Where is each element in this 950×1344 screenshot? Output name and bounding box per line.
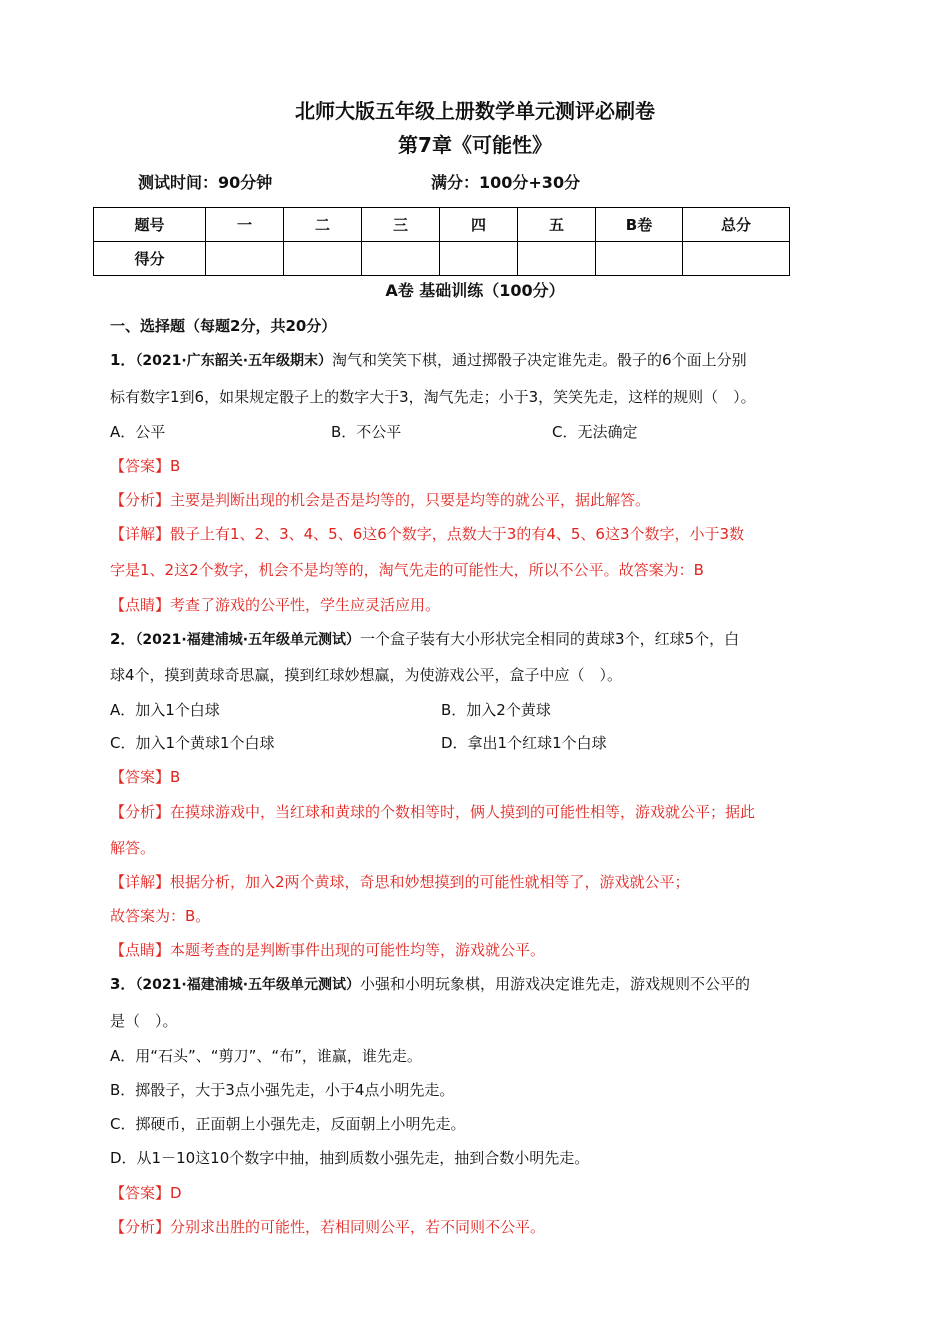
question-3-line-2: 是（ ）。 [110,1012,178,1030]
q1-detail-line-2: 字是1、2这2个数字，机会不是均等的，淘气先走的可能性大，所以不公平。故答案为：B [110,561,704,579]
question-source: （2021·福建浦城·五年级单元测试） [135,632,361,648]
page-title: 北师大版五年级上册数学单元测评必刷卷 [295,99,655,123]
question-source: （2021·广东韶关·五年级期末） [135,353,333,369]
q1-comment: 【点睛】考查了游戏的公平性，学生应灵活应用。 [110,596,441,614]
score-cell[interactable] [596,242,683,276]
question-1-line-1 [110,350,747,371]
q2-detail-line-2: 故答案为：B。 [110,907,211,925]
q1-detail-line-1: 【详解】骰子上有1、2、3、4、5、6这6个数字，点数大于3的有4、5、6这3个数字，小于3数 [110,525,745,543]
q2-detail-line-1: 【详解】根据分析，加入2两个黄球，奇思和妙想摸到的可能性就相等了，游戏就公平； [110,873,690,891]
question-source: （2021·福建浦城·五年级单元测试） [135,977,361,993]
score-table-score-row [94,242,790,276]
q2-analysis-line-1: 【分析】在摸球游戏中，当红球和黄球的个数相等时，俩人摸到的可能性相等，游戏就公平；据此 [110,803,756,821]
question-number: 2． [110,630,136,648]
score-cell[interactable] [683,242,790,276]
score-row-label: 得分 [94,242,206,276]
q1-analysis: 【分析】主要是判断出现的机会是否是均等的，只要是均等的就公平，据此解答。 [110,491,651,509]
section-a-heading: A卷 基础训练（100分） [385,281,565,300]
question-1-line-2: 标有数字1到6，如果规定骰子上的数字大于3，淘气先走；小于3，笑笑先走，这样的规则（ ）。 [110,388,756,406]
q3-option-d: D．从1－10这10个数字中抽，抽到质数小强先走，抽到合数小明先走。 [110,1149,590,1167]
q2-option-a: A．加入1个白球 [110,701,220,719]
score-table-header: 题号 [94,208,206,242]
q2-option-b: B．加入2个黄球 [441,701,551,719]
question-3-line-1 [110,974,750,995]
score-cell[interactable] [518,242,596,276]
score-table-header: 总分 [683,208,790,242]
score-cell[interactable] [206,242,284,276]
score-table-header: 四 [440,208,518,242]
score-table-header: 二 [284,208,362,242]
score-cell[interactable] [362,242,440,276]
q1-option-a: A．公平 [110,423,166,441]
q3-answer: 【答案】D [110,1184,182,1202]
score-table-header: B卷 [596,208,683,242]
score-table [93,207,790,276]
q2-analysis-line-2: 解答。 [110,839,156,857]
q2-answer: 【答案】B [110,768,181,786]
q2-comment: 【点睛】本题考查的是判断事件出现的可能性均等，游戏就公平。 [110,941,546,959]
question-2-line-1 [110,629,739,650]
q3-option-b: B．掷骰子，大于3点小强先走，小于4点小明先走。 [110,1081,455,1099]
q1-answer: 【答案】B [110,457,181,475]
question-text: 小强和小明玩象棋，用游戏决定谁先走，游戏规则不公平的 [360,975,751,993]
score-table-header-row [94,208,790,242]
score-table-header: 五 [518,208,596,242]
q3-analysis: 【分析】分别求出胜的可能性，若相同则公平，若不同则不公平。 [110,1218,546,1236]
q2-option-d: D．拿出1个红球1个白球 [441,734,607,752]
question-text: 淘气和笑笑下棋，通过掷骰子决定谁先走。骰子的6个面上分别 [332,351,747,369]
score-cell[interactable] [284,242,362,276]
score-table-header: 一 [206,208,284,242]
question-number: 3． [110,975,136,993]
q3-option-a: A．用“石头”、“剪刀”、“布”，谁赢，谁先走。 [110,1047,422,1065]
q1-option-c: C．无法确定 [552,423,638,441]
part-one-heading: 一、选择题（每题2分，共20分） [110,317,337,335]
q1-option-b: B．不公平 [331,423,402,441]
question-2-line-2: 球4个，摸到黄球奇思赢，摸到红球妙想赢，为使游戏公平，盒子中应（ ）。 [110,666,623,684]
chapter-subtitle: 第7章《可能性》 [398,133,552,157]
question-text: 一个盒子装有大小形状完全相同的黄球3个，红球5个，白 [360,630,740,648]
score-table-header: 三 [362,208,440,242]
score-cell[interactable] [440,242,518,276]
time-label: 测试时间：90分钟 [138,173,273,192]
question-number: 1． [110,351,136,369]
full-score-label: 满分：100分+30分 [431,173,581,192]
q2-option-c: C．加入1个黄球1个白球 [110,734,275,752]
q3-option-c: C．掷硬币，正面朝上小强先走，反面朝上小明先走。 [110,1115,466,1133]
